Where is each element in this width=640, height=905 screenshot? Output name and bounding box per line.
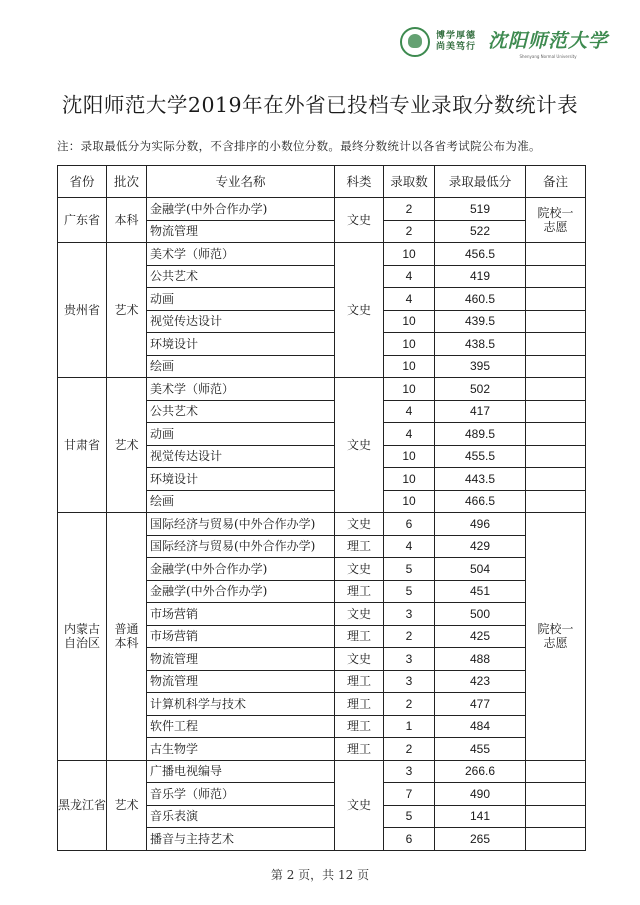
count-cell: 10	[384, 378, 435, 401]
major-cell: 古生物学	[147, 738, 335, 761]
major-cell: 物流管理	[147, 220, 335, 243]
min-score-cell: 519	[435, 198, 526, 221]
min-score-cell: 489.5	[435, 423, 526, 446]
count-cell: 10	[384, 445, 435, 468]
table-row	[58, 378, 586, 401]
province-cell: 贵州省	[58, 243, 107, 378]
admission-scores-table	[57, 165, 586, 851]
count-cell: 2	[384, 198, 435, 221]
major-cell: 动画	[147, 288, 335, 311]
category-cell: 文史	[335, 198, 384, 243]
major-cell: 视觉传达设计	[147, 445, 335, 468]
min-score-cell: 438.5	[435, 333, 526, 356]
count-cell: 10	[384, 333, 435, 356]
batch-cell: 本科	[107, 198, 147, 243]
major-cell: 播音与主持艺术	[147, 828, 335, 851]
category-cell: 文史	[335, 760, 384, 850]
major-cell: 金融学(中外合作办学)	[147, 580, 335, 603]
category-cell: 理工	[335, 580, 384, 603]
min-score-cell: 425	[435, 625, 526, 648]
table-row	[58, 513, 586, 536]
major-cell: 市场营销	[147, 603, 335, 626]
category-cell: 理工	[335, 693, 384, 716]
province-cell: 广东省	[58, 198, 107, 243]
min-score-cell: 477	[435, 693, 526, 716]
min-score-cell: 265	[435, 828, 526, 851]
count-cell: 5	[384, 580, 435, 603]
header-min-score: 录取最低分	[435, 166, 526, 198]
major-cell: 公共艺术	[147, 400, 335, 423]
count-cell: 2	[384, 220, 435, 243]
major-cell: 市场营销	[147, 625, 335, 648]
batch-cell: 艺术	[107, 243, 147, 378]
category-cell: 文史	[335, 648, 384, 671]
count-cell: 7	[384, 783, 435, 806]
category-cell: 理工	[335, 738, 384, 761]
province-cell: 内蒙古自治区	[58, 513, 107, 761]
count-cell: 2	[384, 738, 435, 761]
count-cell: 10	[384, 243, 435, 266]
header-remark: 备注	[526, 166, 586, 198]
table-header-row	[58, 166, 586, 198]
header-category: 科类	[335, 166, 384, 198]
min-score-cell: 417	[435, 400, 526, 423]
remark-cell	[526, 355, 586, 378]
min-score-cell: 488	[435, 648, 526, 671]
count-cell: 10	[384, 468, 435, 491]
count-cell: 5	[384, 805, 435, 828]
category-cell: 文史	[335, 513, 384, 536]
university-motto	[436, 31, 476, 53]
batch-cell: 普通本科	[107, 513, 147, 761]
remark-cell: 院校一志愿	[526, 198, 586, 243]
count-cell: 6	[384, 513, 435, 536]
major-cell: 绘画	[147, 490, 335, 513]
major-cell: 美术学（师范）	[147, 378, 335, 401]
count-cell: 4	[384, 535, 435, 558]
major-cell: 软件工程	[147, 715, 335, 738]
count-cell: 5	[384, 558, 435, 581]
count-cell: 1	[384, 715, 435, 738]
remark-cell	[526, 243, 586, 266]
remark-cell	[526, 288, 586, 311]
document-note: 注：录取最低分为实际分数，不含排序的小数位分数。最终分数统计以各省考试院公布为准。	[57, 139, 541, 153]
remark-cell	[526, 468, 586, 491]
major-cell: 金融学(中外合作办学)	[147, 198, 335, 221]
remark-cell	[526, 333, 586, 356]
count-cell: 4	[384, 423, 435, 446]
major-cell: 国际经济与贸易(中外合作办学)	[147, 535, 335, 558]
major-cell: 视觉传达设计	[147, 310, 335, 333]
major-cell: 音乐表演	[147, 805, 335, 828]
count-cell: 4	[384, 288, 435, 311]
university-logo	[400, 22, 608, 62]
category-cell: 文史	[335, 603, 384, 626]
table-row	[58, 198, 586, 221]
category-cell: 理工	[335, 715, 384, 738]
count-cell: 3	[384, 670, 435, 693]
min-score-cell: 455	[435, 738, 526, 761]
remark-cell	[526, 828, 586, 851]
min-score-cell: 456.5	[435, 243, 526, 266]
count-cell: 3	[384, 603, 435, 626]
count-cell: 4	[384, 400, 435, 423]
min-score-cell: 496	[435, 513, 526, 536]
major-cell: 环境设计	[147, 468, 335, 491]
remark-cell: 院校一志愿	[526, 513, 586, 761]
header-major: 专业名称	[147, 166, 335, 198]
category-cell: 理工	[335, 670, 384, 693]
table-row	[58, 760, 586, 783]
remark-cell	[526, 310, 586, 333]
major-cell: 美术学（师范）	[147, 243, 335, 266]
major-cell: 国际经济与贸易(中外合作办学)	[147, 513, 335, 536]
min-score-cell: 502	[435, 378, 526, 401]
remark-cell	[526, 760, 586, 783]
motto-line-2: 尚美笃行	[436, 42, 477, 52]
min-score-cell: 423	[435, 670, 526, 693]
remark-cell	[526, 805, 586, 828]
document-title: 沈阳师范大学2019年在外省已投档专业录取分数统计表	[61, 93, 579, 117]
min-score-cell: 460.5	[435, 288, 526, 311]
min-score-cell: 443.5	[435, 468, 526, 491]
major-cell: 公共艺术	[147, 265, 335, 288]
header-province: 省份	[58, 166, 107, 198]
min-score-cell: 141	[435, 805, 526, 828]
min-score-cell: 395	[435, 355, 526, 378]
min-score-cell: 500	[435, 603, 526, 626]
major-cell: 金融学(中外合作办学)	[147, 558, 335, 581]
min-score-cell: 455.5	[435, 445, 526, 468]
university-english-name: Shenyang Normal University	[519, 53, 577, 59]
remark-cell	[526, 783, 586, 806]
category-cell: 理工	[335, 625, 384, 648]
page-footer: 第 2 页，共 12 页	[270, 868, 370, 882]
min-score-cell: 522	[435, 220, 526, 243]
major-cell: 环境设计	[147, 333, 335, 356]
category-cell: 文史	[335, 378, 384, 513]
header-count: 录取数	[384, 166, 435, 198]
count-cell: 10	[384, 355, 435, 378]
remark-cell	[526, 423, 586, 446]
remark-cell	[526, 265, 586, 288]
min-score-cell: 419	[435, 265, 526, 288]
count-cell: 3	[384, 648, 435, 671]
category-cell: 文史	[335, 558, 384, 581]
major-cell: 物流管理	[147, 648, 335, 671]
count-cell: 2	[384, 625, 435, 648]
header-batch: 批次	[107, 166, 147, 198]
motto-line-1: 博学厚德	[436, 31, 477, 41]
batch-cell: 艺术	[107, 760, 147, 850]
category-cell: 理工	[335, 535, 384, 558]
count-cell: 3	[384, 760, 435, 783]
major-cell: 物流管理	[147, 670, 335, 693]
min-score-cell: 490	[435, 783, 526, 806]
min-score-cell: 439.5	[435, 310, 526, 333]
min-score-cell: 466.5	[435, 490, 526, 513]
min-score-cell: 504	[435, 558, 526, 581]
batch-cell: 艺术	[107, 378, 147, 513]
major-cell: 动画	[147, 423, 335, 446]
province-cell: 黑龙江省	[58, 760, 107, 850]
province-cell: 甘肃省	[58, 378, 107, 513]
remark-cell	[526, 378, 586, 401]
count-cell: 10	[384, 490, 435, 513]
remark-cell	[526, 445, 586, 468]
major-cell: 广播电视编导	[147, 760, 335, 783]
remark-cell	[526, 400, 586, 423]
count-cell: 2	[384, 693, 435, 716]
min-score-cell: 266.6	[435, 760, 526, 783]
category-cell: 文史	[335, 243, 384, 378]
university-name-block	[488, 26, 608, 59]
university-emblem-icon	[400, 27, 430, 57]
count-cell: 4	[384, 265, 435, 288]
count-cell: 6	[384, 828, 435, 851]
major-cell: 计算机科学与技术	[147, 693, 335, 716]
university-name: 沈阳师范大学	[488, 29, 609, 52]
remark-cell	[526, 490, 586, 513]
min-score-cell: 484	[435, 715, 526, 738]
min-score-cell: 429	[435, 535, 526, 558]
min-score-cell: 451	[435, 580, 526, 603]
major-cell: 音乐学（师范）	[147, 783, 335, 806]
major-cell: 绘画	[147, 355, 335, 378]
count-cell: 10	[384, 310, 435, 333]
table-row	[58, 243, 586, 266]
